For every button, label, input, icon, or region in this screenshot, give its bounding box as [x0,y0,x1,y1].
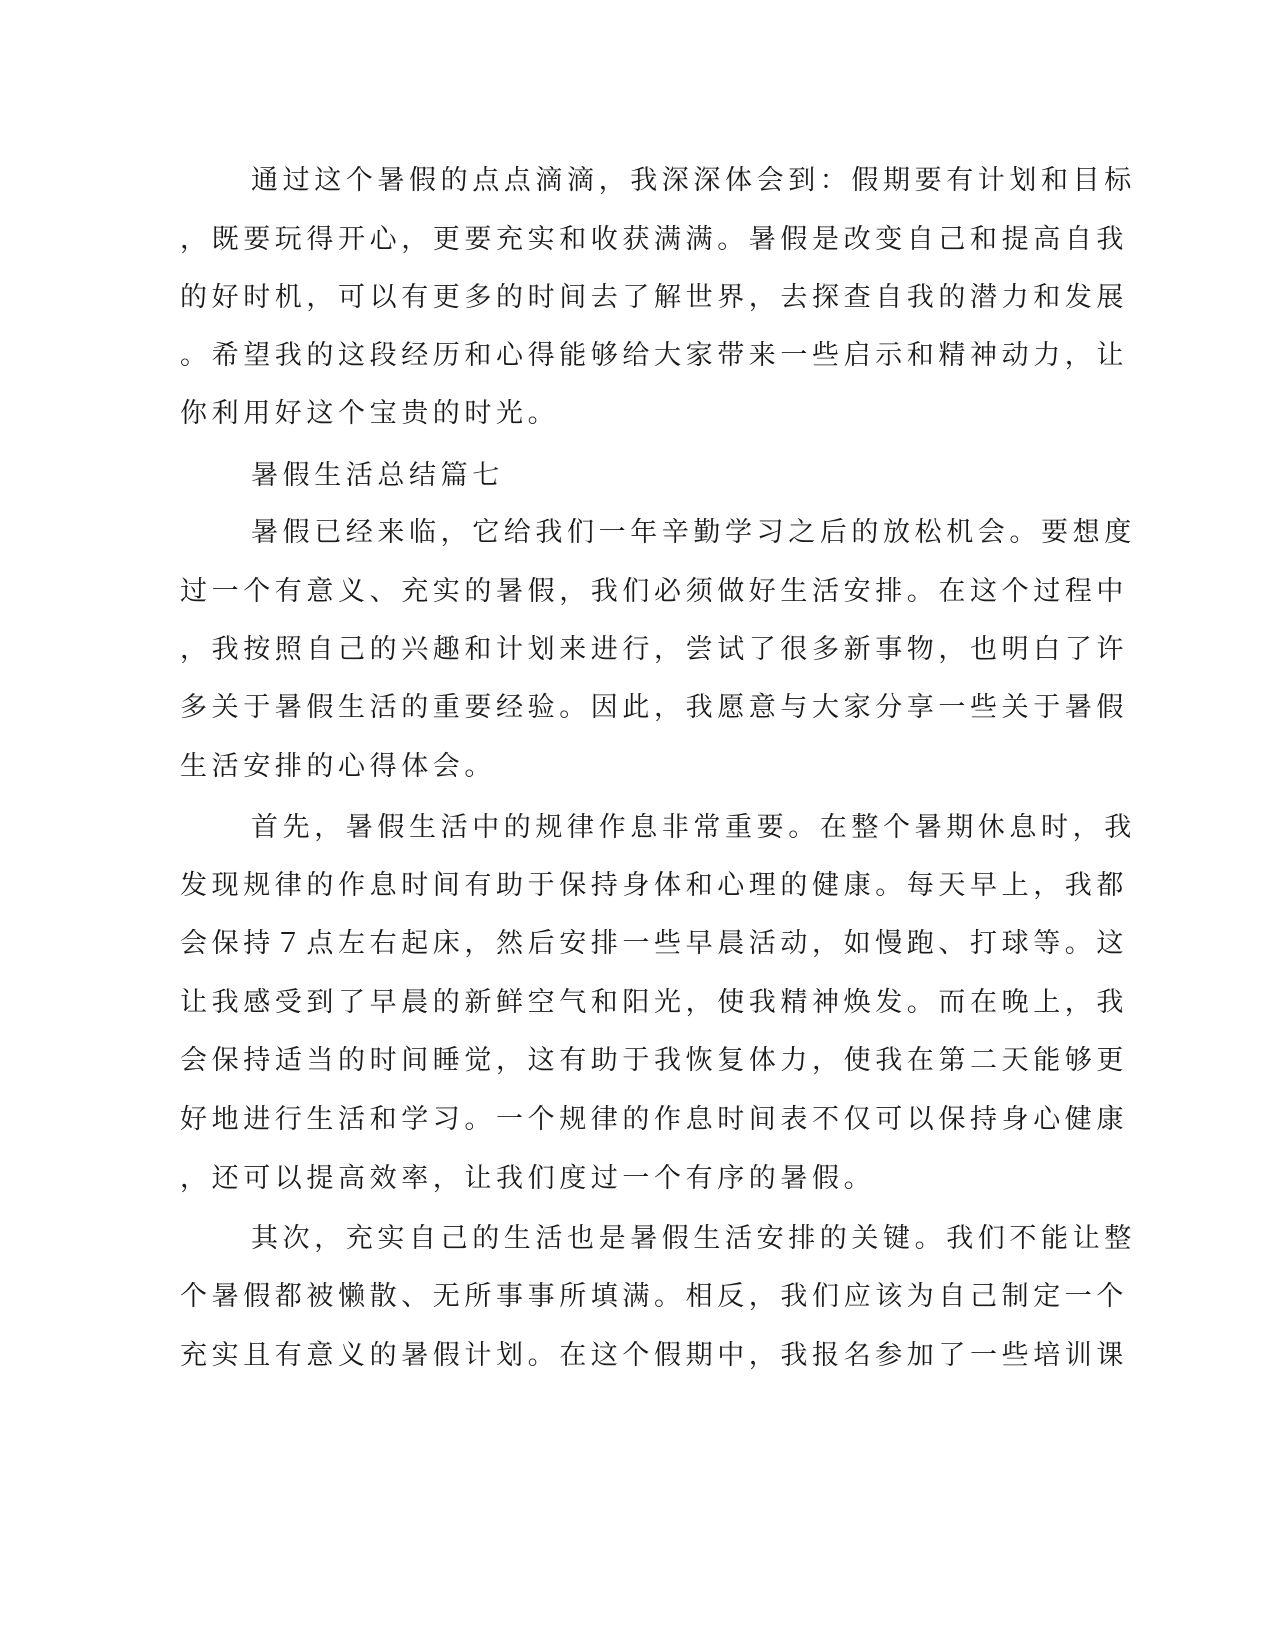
paragraph-line: 发现规律的作息时间有助于保持身体和心理的健康。每天早上，我都 [180,870,1128,901]
paragraph-line: 好地进行生活和学习。一个规律的作息时间表不仅可以保持身心健康 [180,1104,1128,1135]
paragraph-line: 首先，暑假生活中的规律作息非常重要。在整个暑期休息时，我 [251,812,1136,843]
paragraph-line: ，我按照自己的兴趣和计划来进行，尝试了很多新事物，也明白了许 [180,634,1128,665]
paragraph-line: 多关于暑假生活的重要经验。因此，我愿意与大家分享一些关于暑假 [180,692,1128,723]
paragraph-line: 生活安排的心得体会。 [180,751,496,782]
paragraph-line: 让我感受到了早晨的新鲜空气和阳光，使我精神焕发。而在晚上，我 [180,987,1128,1018]
paragraph-line: 暑假已经来临，它给我们一年辛勤学习之后的放松机会。要想度 [251,517,1136,548]
paragraph-line: 你利用好这个宝贵的时光。 [180,398,560,429]
paragraph-line: 。希望我的这段经历和心得能够给大家带来一些启示和精神动力，让 [180,340,1128,371]
paragraph-line: 会保持７点左右起床，然后安排一些早晨活动，如慢跑、打球等。这 [180,928,1128,959]
paragraph-line: 其次，充实自己的生活也是暑假生活安排的关键。我们不能让整 [251,1223,1136,1254]
paragraph-line: 充实且有意义的暑假计划。在这个假期中，我报名参加了一些培训课 [180,1340,1128,1371]
section-heading: 暑假生活总结篇七 [251,460,504,491]
paragraph-line: 个暑假都被懒散、无所事事所填满。相反，我们应该为自己制定一个 [180,1281,1128,1312]
paragraph-line: ，既要玩得开心，更要充实和收获满满。暑假是改变自己和提高自我 [180,224,1128,255]
paragraph-line: 过一个有意义、充实的暑假，我们必须做好生活安排。在这个过程中 [180,576,1128,607]
paragraph-line: 会保持适当的时间睡觉，这有助于我恢复体力，使我在第二天能够更 [180,1045,1128,1076]
paragraph-line: ，还可以提高效率，让我们度过一个有序的暑假。 [180,1163,876,1194]
paragraph-line: 的好时机，可以有更多的时间去了解世界，去探查自我的潜力和发展 [180,282,1128,313]
paragraph-line: 通过这个暑假的点点滴滴，我深深体会到：假期要有计划和目标 [251,165,1136,196]
